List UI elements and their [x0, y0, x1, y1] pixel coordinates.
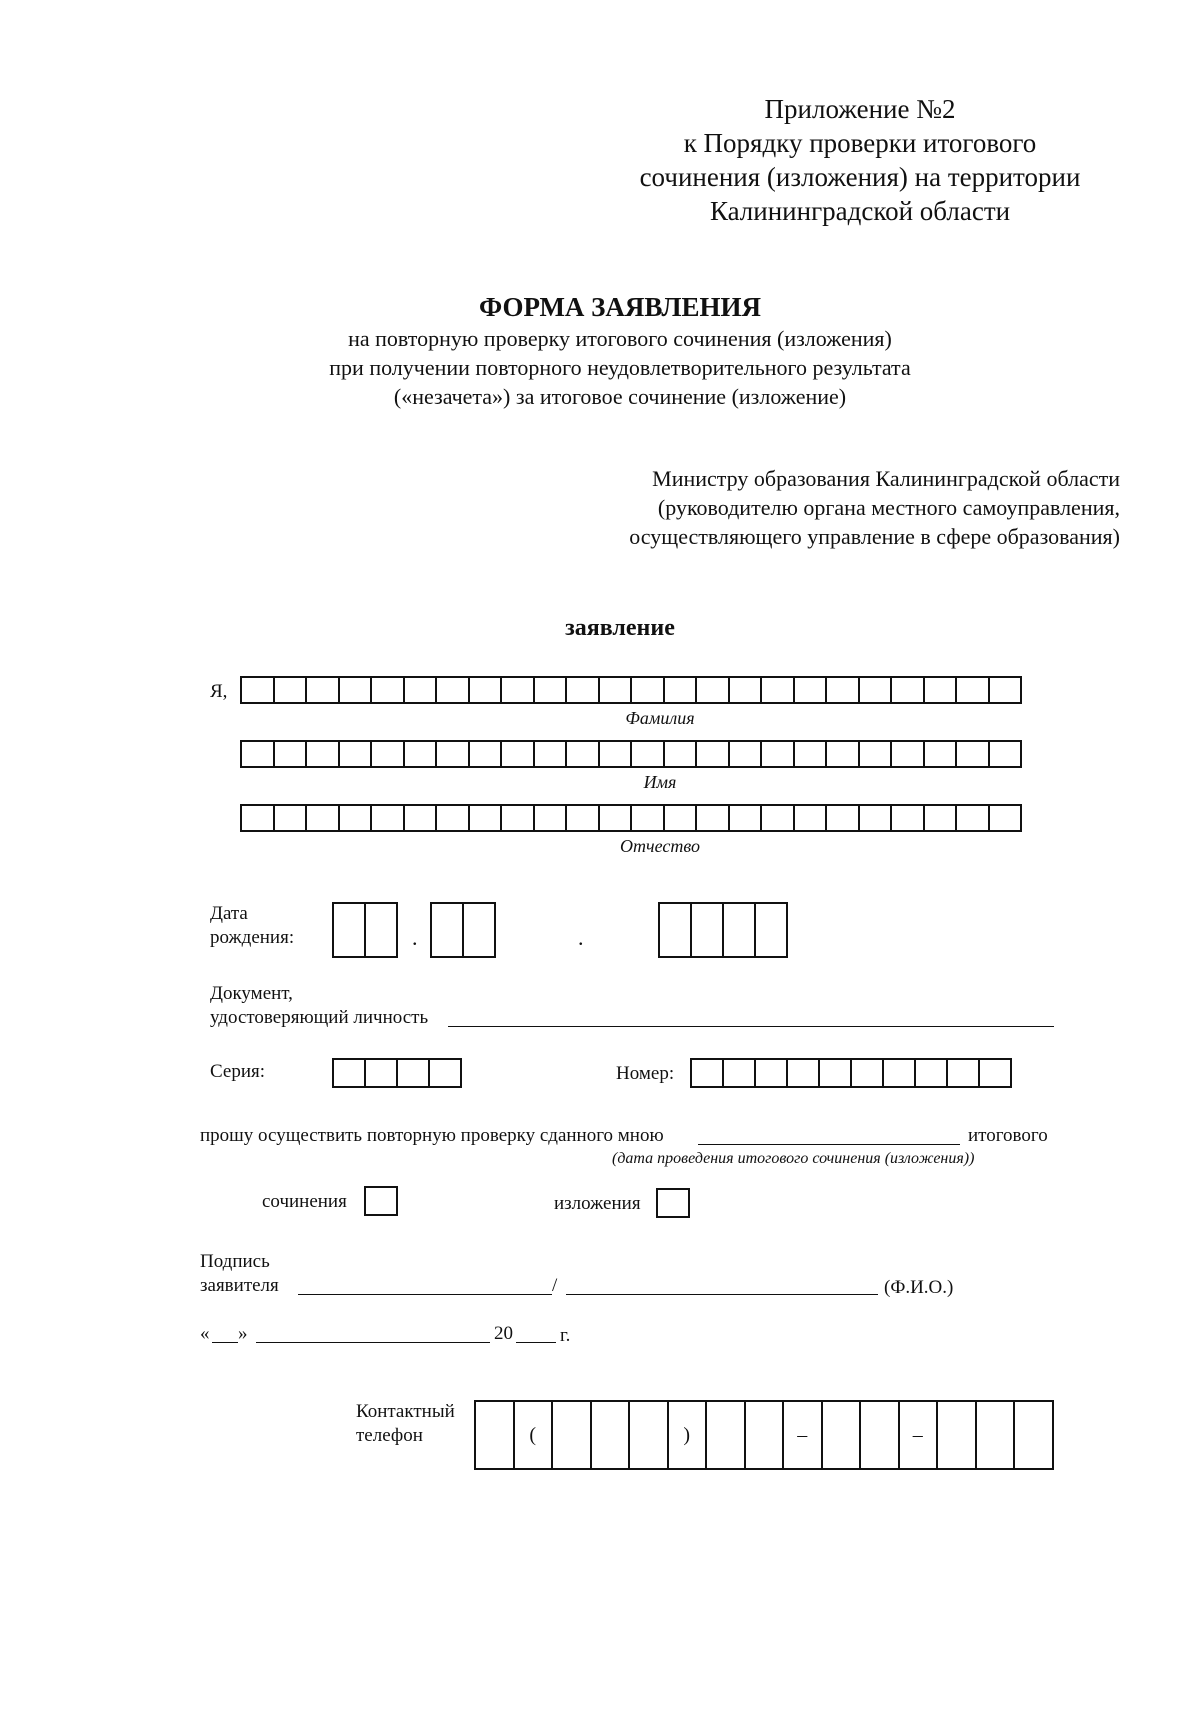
input-cell[interactable]: [535, 676, 568, 704]
input-cell[interactable]: [334, 902, 366, 958]
birth-month-cells[interactable]: [430, 902, 496, 958]
input-cell[interactable]: [697, 676, 730, 704]
signature-label-1: Подпись: [200, 1251, 270, 1272]
input-cell[interactable]: [372, 676, 405, 704]
input-cell[interactable]: [762, 676, 795, 704]
input-cell[interactable]: [665, 740, 698, 768]
document-line[interactable]: [448, 1026, 1054, 1027]
form-subtitle-3: («незачета») за итоговое сочинение (изложение): [393, 384, 847, 409]
addressee-line-2: (руководителю органа местного самоуправления,: [657, 495, 1120, 520]
number-cells[interactable]: [690, 1058, 1012, 1088]
series-label: Серия:: [210, 1061, 266, 1082]
input-cell[interactable]: [630, 1400, 669, 1470]
input-cell[interactable]: [990, 676, 1023, 704]
input-cell[interactable]: (: [515, 1400, 554, 1470]
birth-year-cells[interactable]: [658, 902, 788, 958]
year-suffix: г.: [560, 1325, 571, 1346]
form-title: ФОРМА ЗАЯВЛЕНИЯ: [478, 292, 762, 322]
statement-heading: заявление: [565, 615, 675, 641]
input-cell[interactable]: [632, 804, 665, 832]
input-cell[interactable]: [405, 740, 438, 768]
input-cell[interactable]: [470, 676, 503, 704]
contact-label-2: телефон: [356, 1425, 423, 1446]
input-cell[interactable]: [827, 740, 860, 768]
input-cell[interactable]: [827, 676, 860, 704]
input-cell[interactable]: [242, 740, 275, 768]
phone-cells[interactable]: [474, 1400, 1054, 1470]
form-title-block: [200, 290, 1040, 411]
input-cell[interactable]: [957, 804, 990, 832]
signature-line[interactable]: [298, 1294, 552, 1295]
input-cell[interactable]: [307, 676, 340, 704]
input-cell[interactable]: [697, 740, 730, 768]
input-cell[interactable]: [340, 804, 373, 832]
input-cell[interactable]: [1015, 1400, 1054, 1470]
signature-slash: /: [552, 1275, 558, 1296]
input-cell[interactable]: [665, 676, 698, 704]
input-cell[interactable]: [756, 1058, 788, 1088]
input-cell[interactable]: [405, 676, 438, 704]
input-cell[interactable]: [892, 676, 925, 704]
addressee-line-1: Министру образования Калининградской области: [652, 466, 1120, 491]
input-cell[interactable]: [860, 740, 893, 768]
input-cell[interactable]: [632, 740, 665, 768]
input-cell[interactable]: [957, 676, 990, 704]
surname-label: Фамилия: [625, 708, 695, 728]
input-cell[interactable]: [788, 1058, 820, 1088]
birth-day-cells[interactable]: [332, 902, 398, 958]
date-month-line[interactable]: [256, 1342, 490, 1343]
input-cell[interactable]: [372, 804, 405, 832]
input-cell[interactable]: [692, 1058, 724, 1088]
input-cell[interactable]: [405, 804, 438, 832]
input-cell[interactable]: [892, 804, 925, 832]
input-cell[interactable]: [756, 902, 788, 958]
input-cell[interactable]: [476, 1400, 515, 1470]
date-open-quote: «: [200, 1323, 210, 1344]
input-cell[interactable]: [340, 740, 373, 768]
annex-line-2: к Порядку проверки итогового: [683, 128, 1037, 158]
input-cell[interactable]: [242, 676, 275, 704]
date-close-quote: »: [238, 1323, 248, 1344]
input-cell[interactable]: [275, 804, 308, 832]
request-text: прошу осуществить повторную проверку сданного мною: [200, 1125, 664, 1146]
input-cell[interactable]: [724, 1058, 756, 1088]
essay-checkbox[interactable]: [364, 1186, 398, 1216]
i-label: Я,: [210, 681, 228, 702]
input-cell[interactable]: [307, 740, 340, 768]
input-cell[interactable]: [502, 804, 535, 832]
addressee-block: [520, 464, 1120, 551]
input-cell[interactable]: [553, 1400, 592, 1470]
form-subtitle-1: на повторную проверку итогового сочинения (изложения): [348, 326, 892, 351]
input-cell[interactable]: [730, 804, 763, 832]
input-cell[interactable]: [730, 740, 763, 768]
year-prefix: 20: [494, 1323, 513, 1344]
input-cell[interactable]: [892, 740, 925, 768]
input-cell[interactable]: [697, 804, 730, 832]
input-cell[interactable]: [860, 676, 893, 704]
number-label: Номер:: [616, 1063, 675, 1084]
input-cell[interactable]: [340, 676, 373, 704]
input-cell[interactable]: [990, 740, 1023, 768]
input-cell[interactable]: [925, 676, 958, 704]
input-cell[interactable]: [795, 804, 828, 832]
document-label-2: удостоверяющий личность: [210, 1007, 429, 1028]
input-cell[interactable]: [660, 902, 692, 958]
input-cell[interactable]: [366, 1058, 398, 1088]
annex-line-1: Приложение №2: [764, 94, 956, 124]
exposition-checkbox[interactable]: [656, 1188, 690, 1218]
input-cell[interactable]: [567, 676, 600, 704]
request-hint: (дата проведения итогового сочинения (изложения)): [612, 1150, 975, 1167]
input-cell[interactable]: [948, 1058, 980, 1088]
input-cell[interactable]: [730, 676, 763, 704]
date-year-line[interactable]: [516, 1342, 556, 1343]
input-cell[interactable]: [437, 804, 470, 832]
input-cell[interactable]: [502, 676, 535, 704]
input-cell[interactable]: [334, 1058, 366, 1088]
request-date-line[interactable]: [698, 1144, 960, 1145]
patronymic-cells[interactable]: [240, 804, 1022, 832]
input-cell[interactable]: [692, 902, 724, 958]
surname-cells[interactable]: [240, 676, 1022, 704]
input-cell[interactable]: [275, 740, 308, 768]
fio-line[interactable]: [566, 1294, 878, 1295]
input-cell[interactable]: [535, 804, 568, 832]
contact-label-1: Контактный: [356, 1401, 455, 1422]
birth-separator-2: .: [578, 925, 584, 950]
input-cell[interactable]: [600, 676, 633, 704]
input-cell[interactable]: [567, 804, 600, 832]
input-cell[interactable]: [665, 804, 698, 832]
input-cell[interactable]: [938, 1400, 977, 1470]
exposition-label: изложения: [554, 1193, 641, 1214]
input-cell[interactable]: [762, 740, 795, 768]
essay-label: сочинения: [262, 1191, 347, 1212]
patronymic-label: Отчество: [620, 836, 700, 856]
input-cell[interactable]: [852, 1058, 884, 1088]
input-cell[interactable]: [746, 1400, 785, 1470]
input-cell[interactable]: [398, 1058, 430, 1088]
fio-label: (Ф.И.О.): [884, 1277, 954, 1298]
input-cell[interactable]: [470, 804, 503, 832]
input-cell[interactable]: [925, 804, 958, 832]
input-cell[interactable]: [707, 1400, 746, 1470]
input-cell[interactable]: [632, 676, 665, 704]
input-cell[interactable]: [861, 1400, 900, 1470]
signature-label-2: заявителя: [200, 1275, 279, 1296]
input-cell[interactable]: [600, 740, 633, 768]
input-cell[interactable]: [567, 740, 600, 768]
input-cell[interactable]: [820, 1058, 852, 1088]
input-cell[interactable]: [430, 1058, 462, 1088]
input-cell[interactable]: [925, 740, 958, 768]
input-cell[interactable]: [307, 804, 340, 832]
input-cell[interactable]: [795, 676, 828, 704]
name-cells[interactable]: [240, 740, 1022, 768]
input-cell[interactable]: [502, 740, 535, 768]
input-cell[interactable]: [980, 1058, 1012, 1088]
input-cell[interactable]: [242, 804, 275, 832]
input-cell[interactable]: [916, 1058, 948, 1088]
date-day-line[interactable]: [212, 1342, 238, 1343]
input-cell[interactable]: [470, 740, 503, 768]
birth-separator-1: .: [412, 925, 418, 950]
input-cell[interactable]: [535, 740, 568, 768]
input-cell[interactable]: –: [784, 1400, 823, 1470]
annex-header: [600, 92, 1120, 228]
input-cell[interactable]: ): [669, 1400, 708, 1470]
input-cell[interactable]: [762, 804, 795, 832]
name-label: Имя: [643, 772, 677, 792]
request-tail: итогового: [968, 1125, 1048, 1146]
input-cell[interactable]: [592, 1400, 631, 1470]
input-cell[interactable]: [884, 1058, 916, 1088]
input-cell[interactable]: [437, 676, 470, 704]
input-cell[interactable]: [600, 804, 633, 832]
document-label-1: Документ,: [210, 983, 293, 1004]
input-cell[interactable]: [464, 902, 496, 958]
input-cell[interactable]: [372, 740, 405, 768]
input-cell[interactable]: –: [900, 1400, 939, 1470]
addressee-line-3: осуществляющего управление в сфере образования): [629, 524, 1120, 549]
birth-label-1: Дата: [210, 903, 248, 924]
input-cell[interactable]: [823, 1400, 862, 1470]
birth-label-2: рождения:: [210, 927, 295, 948]
input-cell[interactable]: [977, 1400, 1016, 1470]
input-cell[interactable]: [275, 676, 308, 704]
input-cell[interactable]: [860, 804, 893, 832]
input-cell[interactable]: [437, 740, 470, 768]
annex-line-3: сочинения (изложения) на территории: [639, 162, 1081, 192]
input-cell[interactable]: [366, 902, 398, 958]
input-cell[interactable]: [990, 804, 1023, 832]
series-cells[interactable]: [332, 1058, 462, 1088]
annex-line-4: Калининградской области: [709, 196, 1011, 226]
form-subtitle-2: при получении повторного неудовлетворительного результата: [329, 355, 911, 380]
input-cell[interactable]: [432, 902, 464, 958]
input-cell[interactable]: [827, 804, 860, 832]
input-cell[interactable]: [957, 740, 990, 768]
input-cell[interactable]: [724, 902, 756, 958]
input-cell[interactable]: [795, 740, 828, 768]
